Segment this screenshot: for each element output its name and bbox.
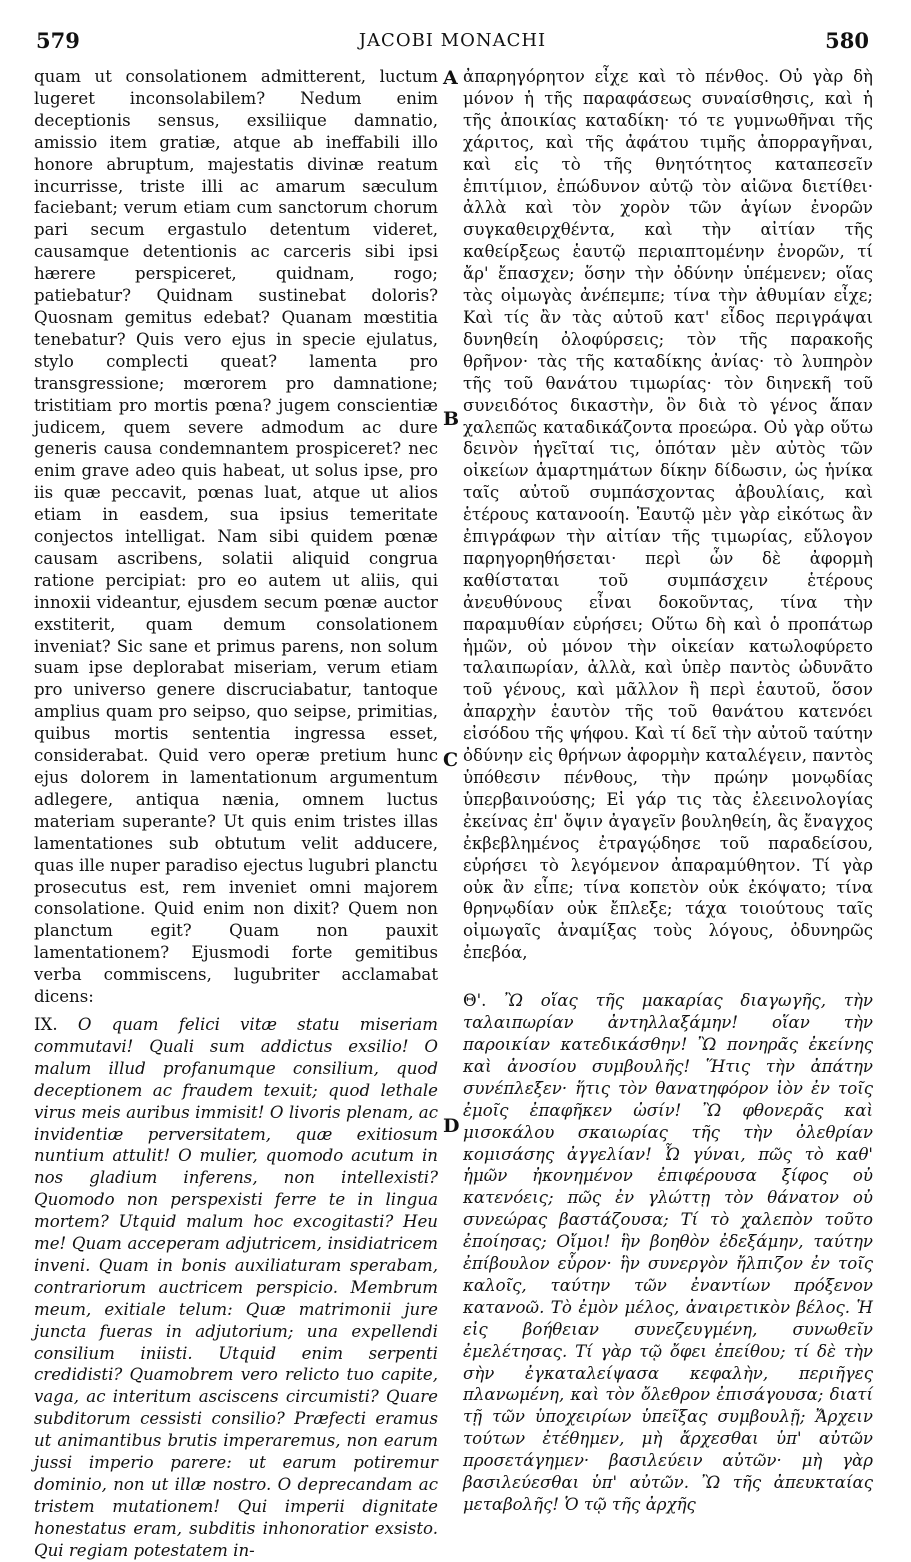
greek-paragraph-1: ἀπαρηγόρητον εἶχε καὶ τὸ πένθος. Οὐ γὰρ δὴ μόνον ἡ τῆς παραφάσεως συναίσθησις, καὶ ἡ τῆς ἀποικίας καταδίκη· τό τε γυμνωθῆναι τῆς χάριτος, καὶ τῆς ἀφάτου τιμῆς ἀπορραγῆναι, καὶ εἰς τὸ τῆς θνητότητος καταπεσεῖν ἐπιτίμιον, ἐπώδυνον αὐτῷ τὸν αἰῶνα διετίθει· ἀλλὰ καὶ τὸν χορὸν τῶν ἁγίων ἐνορῶν συγκαθειρχθέντα, καὶ τὴν αἰτίαν τῆς καθείρξεως ἑαυτῷ περιαπτομένην ἐνορῶν, τί ἄρ' ἔπασχεν; ὅσην τὴν ὀδύνην ὑπέμενεν; οἵας τὰς οἰμωγὰς ἀνέπεμπε; τίνα τὴν ἀθυμίαν εἶχε; Καὶ τίς ἂν τὰς αὐτοῦ κατ' εἶδος περιγράψαι δυνηθείη ὀλοφύρσεις; τὸν τῆς παρακοῆς θρῆνον· τὰς τῆς καταδίκης ἀνίας· τὸ λυπηρὸν τῆς τοῦ θανάτου τιμωρίας· τὸν διηνεκῆ τοῦ συνειδότος δικαστὴν, ὃν διὰ τὸ γένος ἅπαν χαλεπῶς καταδικάζοντα προεώρα. Οὐ γὰρ οὕτω δεινὸν ἡγεῖταί τις, ὁπόταν μὲν αὐτὸς τῶν οἰκείων ἁμαρτημάτων δίκην δίδωσιν, ὡς ἡνίκα ταῖς αὐτοῦ συμπάσχοντας ἀβουλίαις, καὶ ἑτέρους κατανοοίη. Ἑαυτῷ μὲν γὰρ εἰκότως ἂν ἐπιγράφων τὴν αἰτίαν τῆς τιμωρίας, εὔλογον παρηγορηθήσεται· περὶ ὧν δὲ ἀφορμὴ καθίσταται τοῦ συμπάσχειν ἑτέρους ἀνευθύνους εἶναι δοκοῦντας, τίνα τὴν παραμυθίαν εὑρήσει; Οὕτω δὴ καὶ ὁ προπάτωρ ἡμῶν, οὐ μόνον τὴν οἰκείαν κατωλοφύρετο ταλαιπωρίαν, ἀλλὰ, καὶ ὑπὲρ παντὸς ὠδυνᾶτο τοῦ γένους, καὶ μᾶλλον ἢ περὶ ἑαυτοῦ, ὅσον ἀπαρχὴν ἑαυτὸν τῆς τοῦ θανάτου κατενόει εἰσόδου τῆς ψήφου. Καὶ τί δεῖ τὴν αὐτοῦ ταύτην ὀδύνην εἰς θρήνων ἀφορμὴν καταλέγειν, παντὸς ὑπόθεσιν πένθους, τὴν πρώην μονῳδίας ὑπερβαινούσης; Εἰ γάρ τις τὰς ἐλεεινολογίας ἐκείνας ἐπ' ὄψιν ἀγαγεῖν βουληθείη, ἃς ἔναγχος ἐκβεβλημένος ἐτραγῴδησε τοῦ παραδείσου, εὑρήσει τὸ λεγόμενον ἀπαραμύθητον. Τί γὰρ οὐκ ἂν εἶπε; τίνα κοπετὸν οὐκ ἐκόψατο; τίνα θρηνῳδίαν οὐκ ἔπλεξε; τάχα τοιούτους ταῖς οἰμωγαῖς ἀναμίξας τοὺς λόγους, ὀδυνηρῶς ἐπεβόα, [463,67,873,963]
greek-section-number: Θ'. [463,991,487,1011]
running-title: JACOBI MONACHI [358,30,547,51]
marker-b: B [443,408,460,430]
greek-column [463,66,873,1516]
latin-column [34,66,438,1562]
greek-paragraph-2 [463,990,873,1516]
marker-d: D [443,1115,460,1137]
marker-c: C [443,749,459,771]
latin-paragraph-1: quam ut consolationem admitterent, luctum lugeret inconsolabilem? Nedum enim deceptionis sensus, exsiliique damnatio, amissio item gratiæ, atque ab ineffabili illo honore abruptum, majestatis divinæ reatum incurrisse, triste illi ac amarum sæculum faciebant; verum etiam cum sanctorum chorum pari secum ergastulo detentum videret, causamque detentionis ac carceris sibi ipsi hærere perspiceret, quidnam, rogo; patiebatur? Quidnam sustinebat doloris? Quosnam gemitus edebat? Quanam mœstitia tenebatur? Quis vero ejus in specie ejulatus, stylo complecti queat? lamenta pro transgressione; mœrorem pro damnatione; tristitiam pro mortis pœna? jugem conscientiæ judicem, quem severe admodum ac dure generis causa condemnantem prospiceret? nec enim grave adeo quis habeat, ut solus ipse, pro iis quæ peccavit, pœnas luat, atque ut alios etiam in easdem, sua ipsius temeritate conjectos intelligat. Nam sibi quidem pœnæ causam ascribens, solatii aliquid congrua ratione percipiat: pro eo autem ut aliis, qui innoxii videantur, ejusdem secum pœnæ auctor exstiterit, quam demum consolationem inveniat? Sic sane et primus parens, non solum suam ipse deplorabat miseriam, verum etiam pro universo genere discruciabatur, tantoque amplius quam pro seipso, quo seipse, primitias, quibus mortis sententia ingressa esset, considerabat. Quid vero operæ pretium hunc ejus dolorem in lamentationum argumentum adlegere, antiqua nænia, omnem luctus materiam superante? Ut quis enim tristes illas lamentationes sub obtutum velit adducere, quas ille nuper paradiso ejectus lugubri planctu prosecutus est, rem inveniet omni majorem consolatione. Quid enim non dixit? Quem non planctum egit? Quam non pauxit lamentationem? Ejusmodi forte gemitibus verba commiscens, lugubriter acclamabat dicens: [34,67,438,1007]
left-page-number: 579 [36,28,80,53]
latin-paragraph-2 [34,1014,438,1562]
right-page-number: 580 [825,28,869,53]
page-header [36,28,869,58]
latin-section-number: IX. [34,1014,58,1034]
latin-paragraph-2-text: O quam felici vitæ statu miseriam commutavi! Quali sum addictus exsilio! O malum illud profanumque consilium, quod deceptionem ac fraudem texuit; quod lethale virus meis auribus immisit! O livoris plenam, ac invidentiæ perversitatem, quæ exitiosum nuntium attulit! O mulier, quomodo acutum in nos gladium inferens, non intellexisti? Quomodo non perspexisti ferre te in lingua mortem? Utquid malum hoc excogitasti? Heu me! Quam acceperam adjutricem, insidiatricem inveni. Quam in bonis auxiliaturam sperabam, contrariorum auctricem perspicio. Membrum meum, exitiale telum: Quæ matrimonii jure juncta fueras in adjutorium; una expellendi consilium iniisti. Utquid enim serpenti credidisti? Quamobrem vero relicto tuo capite, vaga, ac interitum asciscens circumisti? Quare subditorum cessisti consilio? Præfecti eramus ut animantibus brutis imperaremus, non earum jussi imperio parere: ut earum potiremur dominio, non ut illæ nostro. O deprecandam ac tristem mutationem! Qui imperii dignitate honestatus eram, subditis inhonoratior exsisto. Qui regiam potestatem in- [34,1014,438,1560]
greek-paragraph-2-text: Ὢ οἵας τῆς μακαρίας διαγωγῆς, τὴν ταλαιπωρίαν ἀντηλλαξάμην! οἵαν τὴν παροικίαν κατεδικάσθην! Ὢ πονηρᾶς ἐκείνης καὶ ἀνοσίου συμβουλῆς! Ἥτις τὴν ἀπάτην συνέπλεξεν· ἥτις τὸν θανατηφόρον ἰὸν ἐν τοῖς ἐμοῖς ἐπαφῆκεν ὠσίν! Ὢ φθονερᾶς καὶ μισοκάλου σκαιωρίας τῆς τὴν ὀλεθρίαν κομισάσης ἀγγελίαν! Ὦ γύναι, πῶς τὸ καθ' ἡμῶν ἠκονημένον ἐπιφέρουσα ξίφος οὐ κατενόεις; πῶς ἐν γλώττῃ τὸν θάνατον οὐ συνεώρας βαστάζουσα; Τί τὸ χαλεπὸν τοῦτο ἐποίησας; Οἴμοι! ἣν βοηθὸν ἐδεξάμην, ταύτην ἐπίβουλον εὗρον· ἣν συνεργὸν ἤλπιζον ἐν τοῖς καλοῖς, ταύτην τῶν ἐναντίων πρόξενον κατανοῶ. Τὸ ἐμὸν μέλος, ἀναιρετικὸν βέλος. Ἡ εἰς βοήθειαν συνεζευγμένη, συνωθεῖν ἐμελέτησας. Τί γὰρ τῷ ὄφει ἐπείθου; τί δὲ τὴν σὴν ἐγκαταλείψασα κεφαλὴν, περιῆγες πλανωμένη, καὶ τὸν ὄλεθρον ἐπισάγουσα; διατί τῇ τῶν ὑποχειρίων ὑπεῖξας συμβουλῇ; Ἄρχειν τούτων ἐτέθημεν, μὴ ἄρχεσθαι ὑπ' αὐτῶν προσετάγημεν· βασιλεύειν αὐτῶν· μὴ γὰρ βασιλεύεσθαι ὑπ' αὐτῶν. Ὢ τῆς ἀπευκταίας μεταβολῆς! Ὁ τῷ τῆς ἀρχῆς [463,991,873,1514]
marker-a: A [443,67,458,89]
